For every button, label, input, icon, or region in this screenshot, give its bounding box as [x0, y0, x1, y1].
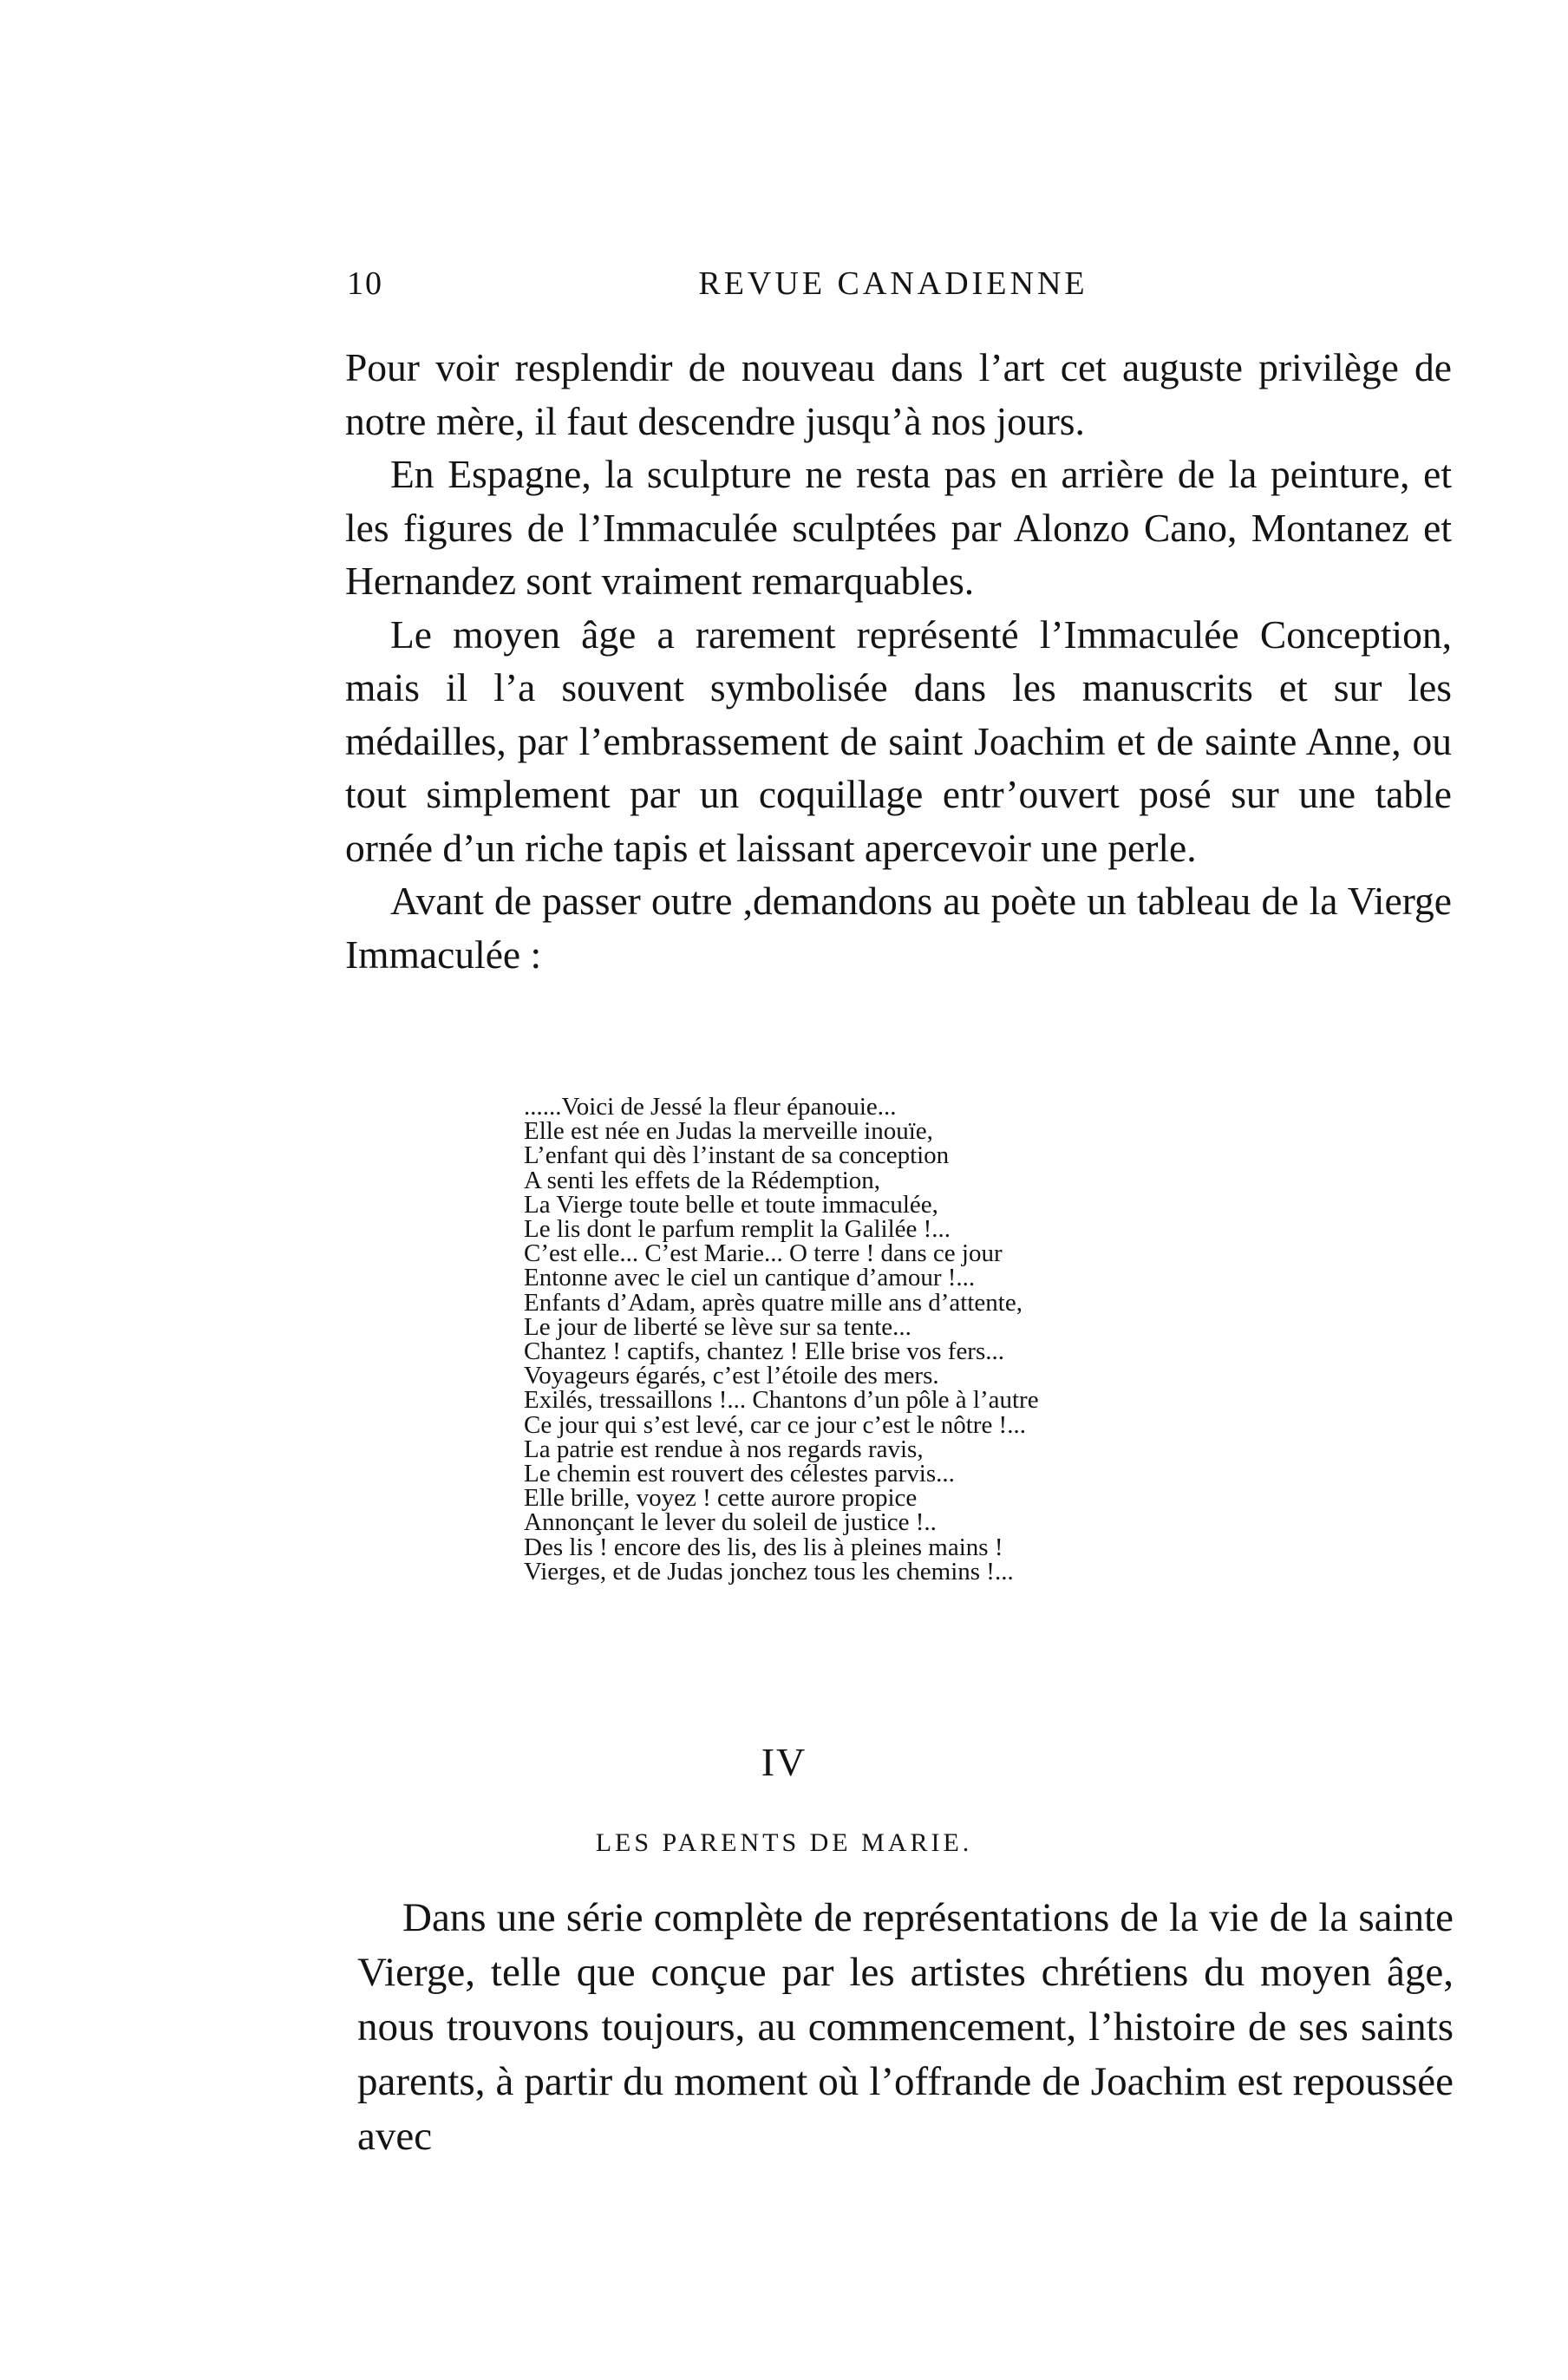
paragraph: Dans une série complète de représentations de la vie de la sainte Vierge, telle que conçue par les artistes chrétiens du moyen âge, nous trouvons toujours, au commencement, l’histoire de ses saints parents, à partir du moment où l’offrande de Joachim est repoussée avec [357, 1895, 1454, 2159]
poem-line: A senti les effets de la Rédemption, [524, 1166, 881, 1194]
poem-line: La patrie est rendue à nos regards ravis, [524, 1435, 924, 1463]
poem-line: Des lis ! encore des lis, des lis à pleines mains ! [524, 1533, 1003, 1561]
poem-line: Le chemin est rouvert des célestes parvis... [524, 1460, 955, 1488]
poem-quotation [524, 1095, 1304, 1584]
section-title: LES PARENTS DE MARIE. [595, 1828, 973, 1857]
page-number: 10 [347, 265, 383, 302]
body-text-top [345, 341, 1452, 981]
paragraph: Pour voir resplendir de nouveau dans l’art cet auguste privilège de notre mère, il faut descendre jusqu’à nos jours. [345, 345, 1452, 443]
body-text-bottom [357, 1891, 1454, 2164]
poem-line: Elle brille, voyez ! cette aurore propice [524, 1484, 918, 1513]
paragraph: En Espagne, la sculpture ne resta pas en arrière de la peinture, et les figures de l’Immaculée sculptées par Alonzo Cano, Montanez et Hernandez sont vraiment remarquables. [345, 452, 1452, 603]
poem-line: L’enfant qui dès l’instant de sa conception [524, 1141, 950, 1170]
poem-line: C’est elle... C’est Marie... O terre ! dans ce jour [524, 1239, 1003, 1268]
poem-line: Exilés, tressaillons !... Chantons d’un pôle à l’autre [524, 1386, 1039, 1415]
journal-title: REVUE CANADIENNE [698, 265, 1088, 302]
poem-line: Voyageurs égarés, c’est l’étoile des mers. [524, 1362, 939, 1390]
poem-line: La Vierge toute belle et toute immaculée, [524, 1190, 938, 1219]
running-head [347, 265, 1440, 317]
poem-line: Annonçant le lever du soleil de justice !.. [524, 1508, 937, 1537]
poem-line: Elle est née en Judas la merveille inouïe, [524, 1117, 933, 1146]
paragraph: Le moyen âge a rarement représenté l’Immaculée Conception, mais il l’a souvent symbolisée dans les manuscrits et sur les médailles, par l’embrassement de saint Joachim et de sainte Anne, ou tout simplement par un coquillage entr’ouvert posé sur une table ornée d’un riche tapis et laissant apercevoir une perle. [345, 611, 1452, 870]
poem-line: Ce jour qui s’est levé, car ce jour c’est le nôtre !... [524, 1410, 1026, 1439]
section-number: IV [761, 1740, 807, 1784]
poem-line: Le lis dont le parfum remplit la Galilée !... [524, 1215, 951, 1244]
poem-line: ......Voici de Jessé la fleur épanouie... [524, 1093, 897, 1121]
paragraph: Avant de passer outre ,demandons au poète un tableau de la Vierge Immaculée : [345, 879, 1452, 977]
poem-line: Chantez ! captifs, chantez ! Elle brise vos fers... [524, 1337, 1005, 1366]
poem-line: Vierges, et de Judas jonchez tous les chemins !... [524, 1557, 1014, 1586]
poem-line: Enfants d’Adam, après quatre mille ans d’attente, [524, 1288, 1022, 1317]
poem-line: Entonne avec le ciel un cantique d’amour !... [524, 1264, 976, 1292]
poem-line: Le jour de liberté se lève sur sa tente... [524, 1312, 911, 1341]
